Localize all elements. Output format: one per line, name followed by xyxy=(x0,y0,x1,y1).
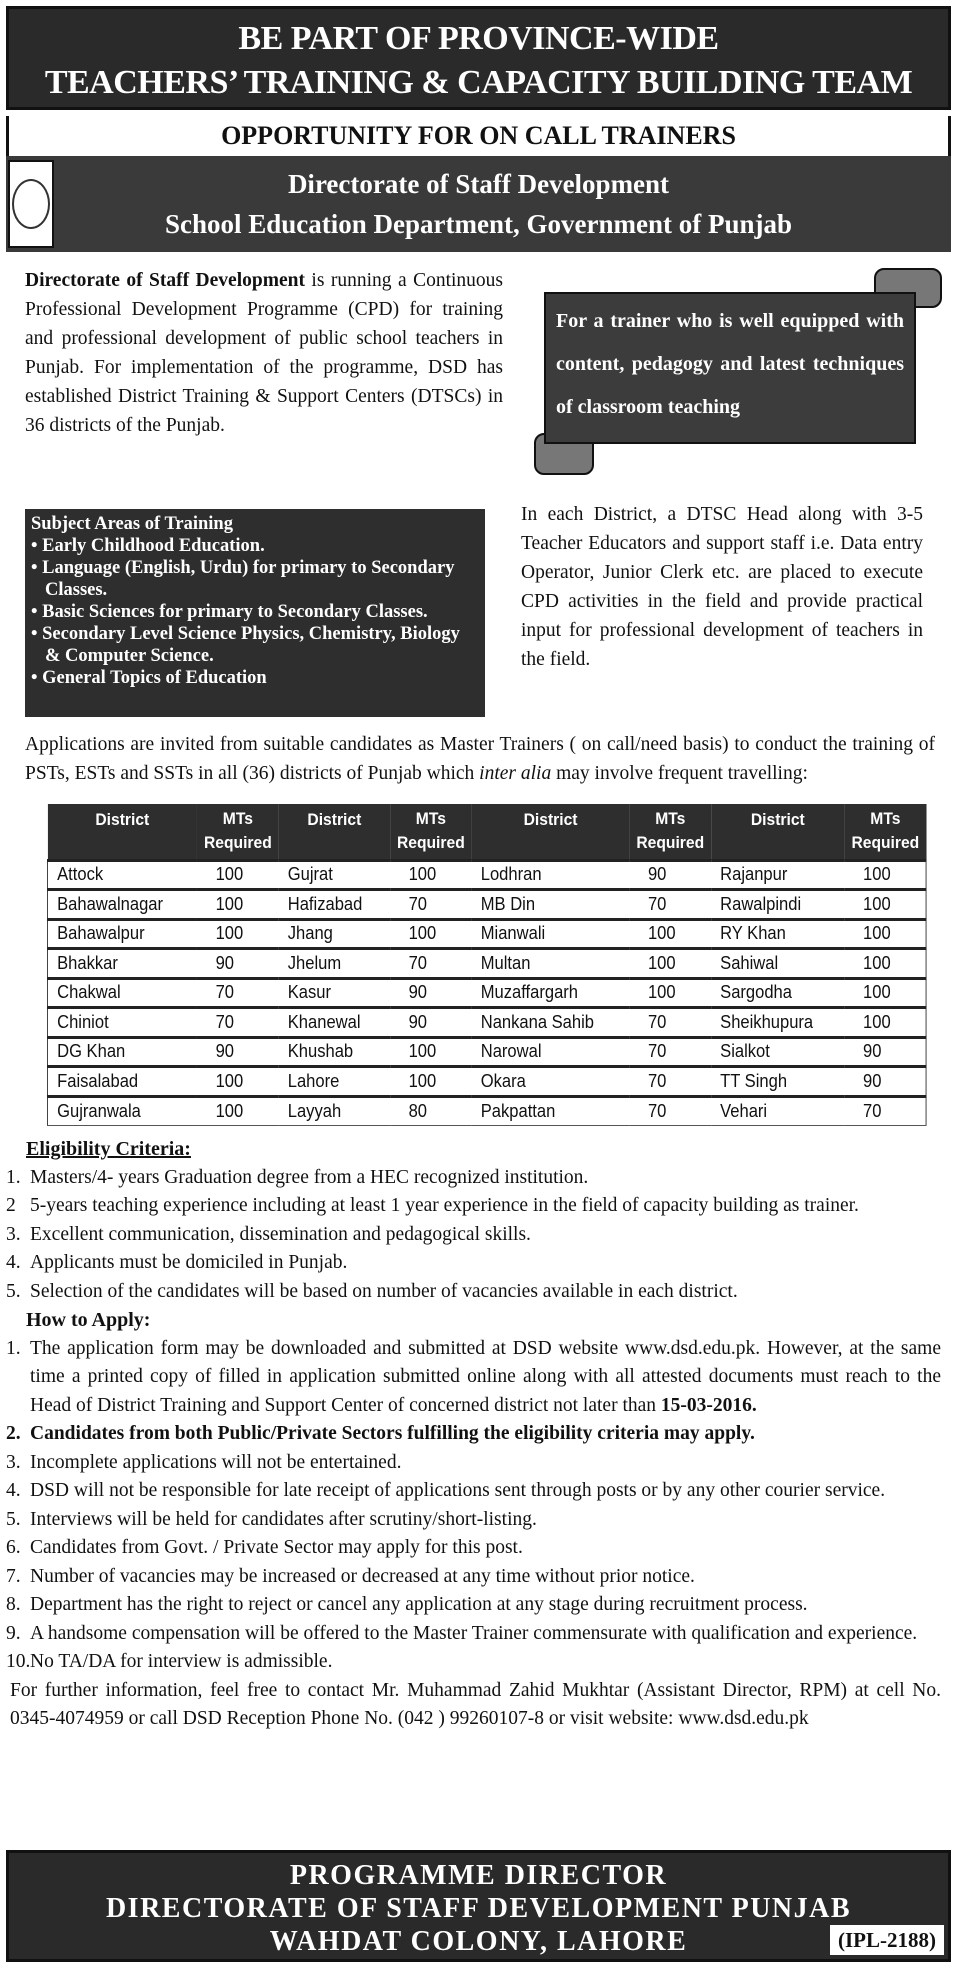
mts-required-cell: 70 xyxy=(845,1096,926,1126)
apply-item: 3. Incomplete applications will not be entertained. xyxy=(6,1451,402,1473)
table-row xyxy=(47,1008,926,1038)
mts-required-cell: 90 xyxy=(845,1067,926,1097)
apply-item: 4. DSD will not be responsible for late receipt of applications sent through posts or by any other courier service. xyxy=(6,1480,886,1501)
mts-required-cell: 80 xyxy=(390,1096,471,1126)
table-row xyxy=(47,890,926,920)
mts-required-cell: 100 xyxy=(390,860,471,890)
deadline: 15-03-2016. xyxy=(660,1394,757,1416)
district-cell: Faisalabad xyxy=(47,1067,197,1097)
eligibility-title: Eligibility Criteria: xyxy=(26,1138,191,1160)
subject-item: • Early Childhood Education. xyxy=(31,535,479,557)
org-name: Directorate of Staff Development xyxy=(287,169,670,199)
district-cell: TT Singh xyxy=(711,1067,845,1097)
district-cell: Pakpattan xyxy=(472,1096,630,1126)
district-cell: Lahore xyxy=(279,1067,391,1097)
mts-required-cell: 100 xyxy=(845,919,926,949)
eligibility-item: 5. Selection of the candidates will be based on number of vacancies available in each district. xyxy=(6,1280,738,1302)
header-district: District xyxy=(279,804,391,860)
mts-required-cell: 90 xyxy=(197,1037,278,1067)
footer-line1: PROGRAMME DIRECTOR xyxy=(289,1860,668,1891)
table-row xyxy=(47,949,926,979)
subject-areas-title: Subject Areas of Training xyxy=(31,514,233,534)
district-cell: Bhakkar xyxy=(47,949,197,979)
applications-paragraph xyxy=(25,730,935,788)
table-row xyxy=(47,1096,926,1126)
table-row xyxy=(47,1037,926,1067)
subject-item: • Language (English, Urdu) for primary to Secondary Classes. xyxy=(31,557,479,601)
district-cell: Sargodha xyxy=(711,978,845,1008)
district-cell: MB Din xyxy=(472,890,630,920)
org-department: School Education Department, Government of Punjab xyxy=(165,209,792,239)
district-table-wrap xyxy=(47,804,920,1126)
district-cell: Rawalpindi xyxy=(711,890,845,920)
district-cell: Kasur xyxy=(279,978,391,1008)
mts-required-cell: 100 xyxy=(197,1067,278,1097)
district-cell: Bahawalpur xyxy=(47,919,197,949)
district-cell: Multan xyxy=(472,949,630,979)
mts-required-cell: 100 xyxy=(197,890,278,920)
applications-text: Applications are invited from suitable candidates as Master Trainers ( on call/need basis) to conduct the training of PSTs, ESTs and SSTs in all (36) districts of Punjab which xyxy=(25,734,935,784)
district-cell: Chakwal xyxy=(47,978,197,1008)
subject-areas-box xyxy=(25,509,485,717)
eligibility-item: 1. Masters/4- years Graduation degree from a HEC recognized institution. xyxy=(6,1166,589,1188)
mts-required-cell: 100 xyxy=(630,919,711,949)
inter-alia: inter alia xyxy=(479,763,552,784)
district-cell: RY Khan xyxy=(711,919,845,949)
dtsc-paragraph: In each District, a DTSC Head along with 3-5 Teacher Educators and support staff i.e. Data entry Operator, Junior Clerk etc. are placed to execute CPD activities in the field and provide practical input for professional development of teachers in the field. xyxy=(521,504,923,670)
applications-text-end: may involve frequent travelling: xyxy=(551,763,808,784)
ad-reference: (IPL-2188) xyxy=(830,1925,944,1955)
district-cell: Rajanpur xyxy=(711,860,845,890)
header-mts-required: MTs Required xyxy=(197,804,278,860)
eligibility-item: 3. Excellent communication, dissemination and pedagogical skills. xyxy=(6,1223,531,1245)
mts-required-cell: 100 xyxy=(845,1008,926,1038)
header-district: District xyxy=(47,804,197,860)
district-table xyxy=(47,804,927,1126)
apply-item: 1. The application form may be downloaded and submitted at DSD website www.dsd.edu.pk. However, at the same time a printed copy of filled in application submitted online along with all attested documents must reach to the Head of District Training and Support Center of concerned district not later than 15-03-2016. xyxy=(6,1337,941,1416)
eligibility-item: 4. Applicants must be domiciled in Punjab. xyxy=(6,1252,348,1273)
table-row xyxy=(47,1067,926,1097)
mts-required-cell: 100 xyxy=(197,860,278,890)
mts-required-cell: 90 xyxy=(390,1008,471,1038)
apply-item-text: The application form may be downloaded and submitted at DSD website www.dsd.edu.pk. However, at the same time a printed copy of filled in application submitted online along with all attested documents must reach to the Head of District Training and Support Center of concerned district not later than xyxy=(30,1337,941,1416)
district-cell: Jhang xyxy=(279,919,391,949)
mts-required-cell: 100 xyxy=(197,919,278,949)
table-row xyxy=(47,860,926,890)
mts-required-cell: 70 xyxy=(390,949,471,979)
apply-item: 8. Department has the right to reject or cancel any application at any stage during recruitment process. xyxy=(6,1594,808,1615)
headline-banner xyxy=(6,6,951,110)
header-district: District xyxy=(711,804,845,860)
headline-line2: TEACHERS’ TRAINING & CAPACITY BUILDING TEAM xyxy=(44,64,913,101)
subject-item: • General Topics of Education xyxy=(31,667,479,689)
scroll-callout xyxy=(534,268,942,484)
header-mts-required: MTs Required xyxy=(845,804,926,860)
mts-required-cell: 100 xyxy=(630,978,711,1008)
mts-required-cell: 90 xyxy=(845,1037,926,1067)
organization-box xyxy=(6,156,951,252)
district-cell: Gujrat xyxy=(279,860,391,890)
contact-info: For further information, feel free to contact Mr. Muhammad Zahid Mukhtar (Assistant Director, RPM) at cell No. 0345-4074959 or call DSD Reception Phone No. (042 ) 99260107-8 or visit website: www.dsd.edu.pk xyxy=(10,1679,941,1729)
how-to-apply-title: How to Apply: xyxy=(26,1309,151,1331)
mts-required-cell: 70 xyxy=(630,1037,711,1067)
district-cell: Bahawalnagar xyxy=(47,890,197,920)
headline-line1: BE PART OF PROVINCE-WIDE xyxy=(238,20,719,57)
apply-item: 5. Interviews will be held for candidates after scrutiny/short-listing. xyxy=(6,1508,537,1530)
district-cell: Gujranwala xyxy=(47,1096,197,1126)
mts-required-cell: 100 xyxy=(197,1096,278,1126)
subject-item: • Basic Sciences for primary to Secondary Classes. xyxy=(31,601,479,623)
mts-required-cell: 90 xyxy=(390,978,471,1008)
apply-item: 6. Candidates from Govt. / Private Sector may apply for this post. xyxy=(6,1537,523,1558)
footer-banner xyxy=(6,1850,951,1962)
district-cell: Chiniot xyxy=(47,1008,197,1038)
mts-required-cell: 70 xyxy=(390,890,471,920)
table-row xyxy=(47,919,926,949)
table-row xyxy=(47,978,926,1008)
apply-item: 2. Candidates from both Public/Private Sectors fulfilling the eligibility criteria may apply. xyxy=(6,1423,755,1444)
mts-required-cell: 100 xyxy=(390,1067,471,1097)
mts-required-cell: 100 xyxy=(845,949,926,979)
mts-required-cell: 100 xyxy=(845,860,926,890)
mts-required-cell: 90 xyxy=(630,860,711,890)
mts-required-cell: 100 xyxy=(390,1037,471,1067)
district-cell: Khushab xyxy=(279,1037,391,1067)
requirements-section xyxy=(6,1135,941,1734)
district-cell: Attock xyxy=(47,860,197,890)
district-cell: Lodhran xyxy=(472,860,630,890)
mts-required-cell: 90 xyxy=(197,949,278,979)
district-cell: Sialkot xyxy=(711,1037,845,1067)
scroll-text: For a trainer who is well equipped with content, pedagogy and latest techniques of classroom teaching xyxy=(544,292,916,444)
eligibility-item: 2 5-years teaching experience including at least 1 year experience in the field of capacity building as trainer. xyxy=(6,1195,859,1216)
mts-required-cell: 100 xyxy=(630,949,711,979)
mts-required-cell: 70 xyxy=(197,1008,278,1038)
apply-item: 10. No TA/DA for interview is admissible. xyxy=(6,1651,333,1672)
intro-text: is running a Continuous Professional Development Programme (CPD) for training and professional development of public school teachers in Punjab. For implementation of the programme, DSD has established District Training & Support Centers (DTSCs) in 36 districts of the Punjab. xyxy=(25,270,503,436)
mts-required-cell: 100 xyxy=(390,919,471,949)
mts-required-cell: 70 xyxy=(630,1067,711,1097)
mts-required-cell: 70 xyxy=(630,1096,711,1126)
district-cell: Layyah xyxy=(279,1096,391,1126)
district-cell: Nankana Sahib xyxy=(472,1008,630,1038)
intro-bold: Directorate of Staff Development xyxy=(25,270,305,291)
mts-required-cell: 70 xyxy=(197,978,278,1008)
header-district: District xyxy=(472,804,630,860)
mts-required-cell: 100 xyxy=(845,890,926,920)
opportunity-heading: OPPORTUNITY FOR ON CALL TRAINERS xyxy=(6,116,951,156)
district-cell: Sahiwal xyxy=(711,949,845,979)
district-cell: Muzaffargarh xyxy=(472,978,630,1008)
subject-item: • Secondary Level Science Physics, Chemistry, Biology & Computer Science. xyxy=(31,623,479,667)
apply-item: 9. A handsome compensation will be offered to the Master Trainer commensurate with qualification and experience. xyxy=(6,1622,918,1644)
district-cell: DG Khan xyxy=(47,1037,197,1067)
mts-required-cell: 70 xyxy=(630,1008,711,1038)
district-cell: Okara xyxy=(472,1067,630,1097)
intro-paragraph xyxy=(25,266,503,440)
district-cell: Sheikhupura xyxy=(711,1008,845,1038)
district-cell: Hafizabad xyxy=(279,890,391,920)
district-cell: Narowal xyxy=(472,1037,630,1067)
footer-line3: WAHDAT COLONY, LAHORE xyxy=(269,1926,688,1957)
mts-required-cell: 100 xyxy=(845,978,926,1008)
district-cell: Mianwali xyxy=(472,919,630,949)
header-mts-required: MTs Required xyxy=(390,804,471,860)
punjab-logo-icon xyxy=(8,160,54,248)
footer-line2: DIRECTORATE OF STAFF DEVELOPMENT PUNJAB xyxy=(105,1893,852,1924)
header-mts-required: MTs Required xyxy=(630,804,711,860)
apply-item: 7. Number of vacancies may be increased or decreased at any time without prior notice. xyxy=(6,1565,695,1587)
district-cell: Khanewal xyxy=(279,1008,391,1038)
district-cell: Jhelum xyxy=(279,949,391,979)
mts-required-cell: 70 xyxy=(630,890,711,920)
district-cell: Vehari xyxy=(711,1096,845,1126)
